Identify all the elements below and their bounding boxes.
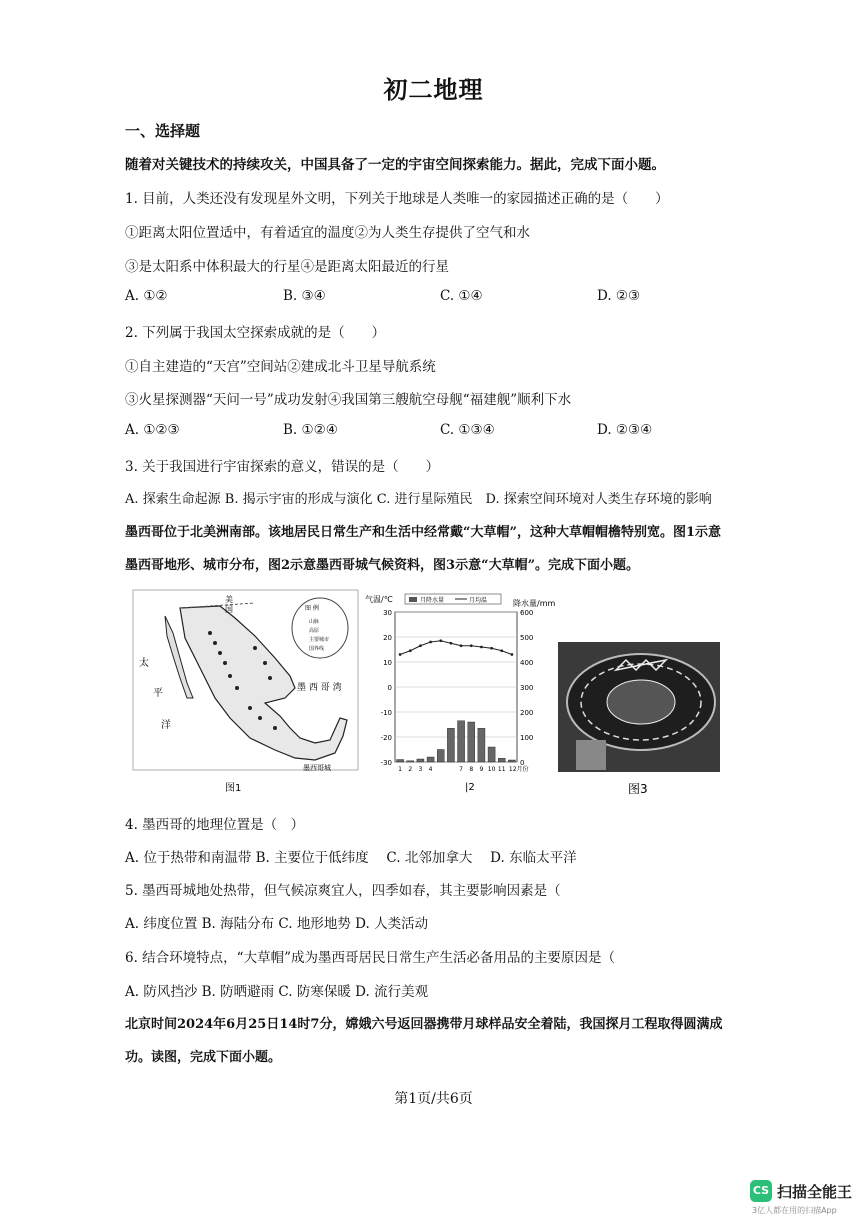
- figure1-caption: 图1: [225, 783, 242, 794]
- temperature-point: [511, 653, 514, 656]
- q2-statement-2: ③火星探测器“天问一号”成功发射④我国第三艘航空母舰“福建舰”顺利下水: [125, 392, 572, 408]
- chart-x-tick: 3: [418, 766, 423, 773]
- legend-precip-swatch: [409, 597, 417, 602]
- q6-options: A. 防风挡沙 B. 防晒避雨 C. 防寒保暖 D. 流行美观: [125, 984, 429, 1000]
- hat-crown: [607, 680, 675, 724]
- chart-ylabel-left: 气温/℃: [365, 595, 393, 604]
- q5-options: A. 纬度位置 B. 海陆分布 C. 地形地势 D. 人类活动: [125, 916, 429, 932]
- q1-option-a: A. ①②: [125, 288, 168, 304]
- intro-mexico-line1: 墨西哥位于北美洲南部。该地居民日常生产和生活中经常戴“大草帽”，这种大草帽帽檐特别宽。图1示意: [125, 525, 722, 540]
- precip-bar: [427, 757, 434, 762]
- section-heading: 一、选择题: [125, 122, 201, 140]
- label-mexico-city: 墨西哥城: [303, 764, 331, 772]
- legend-precip-label: 月降水量: [420, 597, 445, 604]
- temperature-line: [400, 641, 512, 655]
- chart-x-tick: 4: [428, 766, 433, 773]
- q1-option-b: B. ③④: [283, 288, 326, 304]
- chart-left-tick: 0: [387, 684, 392, 692]
- intro-lunar-line1: 北京时间2024年6月25日14时7分，嫦娥六号返回器携带月球样品安全着陆，我国探月工程取得圆满成: [125, 1017, 723, 1032]
- precip-bar: [437, 750, 444, 763]
- precip-bar: [498, 758, 505, 762]
- photo-hand: [576, 740, 606, 770]
- q1-statement-2: ③是太阳系中体积最大的行星④是距离太阳最近的行星: [125, 259, 449, 275]
- temperature-point: [500, 649, 503, 652]
- temperature-point: [429, 641, 432, 644]
- label-pacific-1: 太: [139, 658, 149, 669]
- temperature-point: [439, 639, 442, 642]
- scanner-tagline: 3亿人都在用的扫描App: [752, 1206, 837, 1215]
- label-pacific-3: 洋: [161, 720, 171, 731]
- precip-bar: [407, 761, 414, 762]
- scanner-logo-icon: CS: [750, 1180, 772, 1202]
- temperature-point: [470, 644, 473, 647]
- temperature-point: [460, 644, 463, 647]
- q4-stem: 4. 墨西哥的地理位置是（ ）: [125, 817, 305, 833]
- label-gulf: 墨 西 哥 湾: [297, 683, 342, 693]
- chart-right-tick: 0: [520, 759, 525, 767]
- q1-options: [0, 288, 867, 308]
- chart-x-tick: 11: [497, 766, 506, 773]
- chart-left-tick: -20: [380, 734, 392, 742]
- legend-temp-label: 月均温: [469, 597, 488, 604]
- q2-option-b: B. ①②④: [283, 422, 338, 438]
- precip-bar: [458, 721, 465, 762]
- legend-title: 图 例: [305, 605, 319, 612]
- q4-options: A. 位于热带和南温带 B. 主要位于低纬度 C. 北邻加拿大 D. 东临太平洋: [125, 850, 577, 866]
- temperature-point: [480, 646, 483, 649]
- precip-bar: [508, 760, 515, 762]
- precip-bar: [447, 728, 454, 762]
- chart-right-tick: 400: [520, 659, 534, 667]
- temperature-point: [450, 642, 453, 645]
- chart-x-tick: 9: [479, 766, 484, 773]
- scanner-watermark: [750, 1180, 860, 1220]
- chart-left-tick: 20: [383, 634, 392, 642]
- precip-bar: [468, 722, 475, 762]
- chart-x-tick: 10: [487, 766, 496, 773]
- chart-x-tick: 2: [408, 766, 413, 773]
- page-title: 初二地理: [383, 75, 484, 104]
- q1-statement-1: ①距离太阳位置适中，有着适宜的温度②为人类生存提供了空气和水: [125, 225, 530, 241]
- intro-mexico-line2: 墨西哥地形、城市分布，图2示意墨西哥城气候资料，图3示意“大草帽”。完成下面小题。: [125, 558, 640, 573]
- label-pacific-2: 平: [153, 688, 163, 699]
- legend-plateau: 高原: [309, 628, 320, 634]
- chart-right-tick: 100: [520, 734, 534, 742]
- temperature-point: [399, 653, 402, 656]
- q2-stem: 2. 下列属于我国太空探索成就的是（ ）: [125, 325, 386, 341]
- chart-x-tick: 7: [459, 766, 463, 773]
- chart-left-tick: -10: [380, 709, 392, 717]
- label-us-1: 美: [225, 595, 233, 604]
- precip-bar: [488, 747, 495, 762]
- label-us-2: 国: [225, 605, 233, 614]
- scanner-app-name: 扫描全能王: [777, 1183, 853, 1201]
- figure2-climate-chart: [365, 590, 555, 795]
- q2-option-d: D. ②③④: [597, 422, 653, 438]
- temperature-point: [419, 644, 422, 647]
- q1-stem: 1. 目前，人类还没有发现星外文明，下列关于地球是人类唯一的家园描述正确的是（ ）: [125, 191, 669, 207]
- chart-right-tick: 500: [520, 634, 534, 642]
- chart-x-tick: 12月份: [508, 766, 529, 773]
- chart-left-tick: -30: [380, 759, 392, 767]
- legend-mountain: 山脉: [309, 619, 320, 625]
- chart-caption: |2: [465, 782, 475, 793]
- q2-statement-1: ①自主建造的“天宫”空间站②建成北斗卫星导航系统: [125, 359, 436, 375]
- q5-stem: 5. 墨西哥城地处热带，但气候凉爽宜人，四季如春，其主要影响因素是（: [125, 883, 561, 899]
- figure3-caption: 图3: [628, 782, 648, 796]
- temperature-point: [490, 647, 493, 650]
- chart-right-tick: 200: [520, 709, 534, 717]
- precip-bar: [397, 760, 404, 763]
- chart-right-tick: 300: [520, 684, 534, 692]
- q1-option-c: C. ①④: [440, 288, 483, 304]
- chart-right-tick: 600: [520, 609, 534, 617]
- precip-bar: [417, 759, 424, 762]
- chart-x-tick: 8: [469, 766, 474, 773]
- q2-option-a: A. ①②③: [125, 422, 180, 438]
- precip-bar: [478, 728, 485, 762]
- chart-x-tick: 1: [398, 766, 402, 773]
- figure3-hat-photo: [556, 640, 722, 800]
- page-footer: 第1页/共6页: [394, 1091, 473, 1107]
- q1-option-d: D. ②③: [597, 288, 641, 304]
- q3-options: A. 探索生命起源 B. 揭示宇宙的形成与演化 C. 进行星际殖民 D. 探索空间环境对人类生存环境的影响: [125, 492, 712, 507]
- chart-left-tick: 30: [383, 609, 392, 617]
- chart-left-tick: 10: [383, 659, 392, 667]
- q2-option-c: C. ①③④: [440, 422, 495, 438]
- temperature-point: [409, 649, 412, 652]
- figure1-map: [125, 588, 363, 798]
- intro-lunar-line2: 功。读图，完成下面小题。: [125, 1050, 282, 1065]
- chart-plot-area: [381, 609, 534, 773]
- intro-space: 随着对关键技术的持续攻关，中国具备了一定的宇宙空间探索能力。据此，完成下面小题。: [125, 157, 665, 173]
- q3-stem: 3. 关于我国进行宇宙探索的意义，错误的是（ ）: [125, 459, 440, 475]
- legend-city: 主要城市: [309, 637, 330, 643]
- q6-stem: 6. 结合环境特点，“大草帽”成为墨西哥居民日常生产生活必备用品的主要原因是（: [125, 950, 615, 966]
- q2-options: [0, 422, 867, 442]
- chart-ylabel-right: 降水量/mm: [513, 599, 555, 608]
- legend-border: 国界线: [309, 646, 325, 652]
